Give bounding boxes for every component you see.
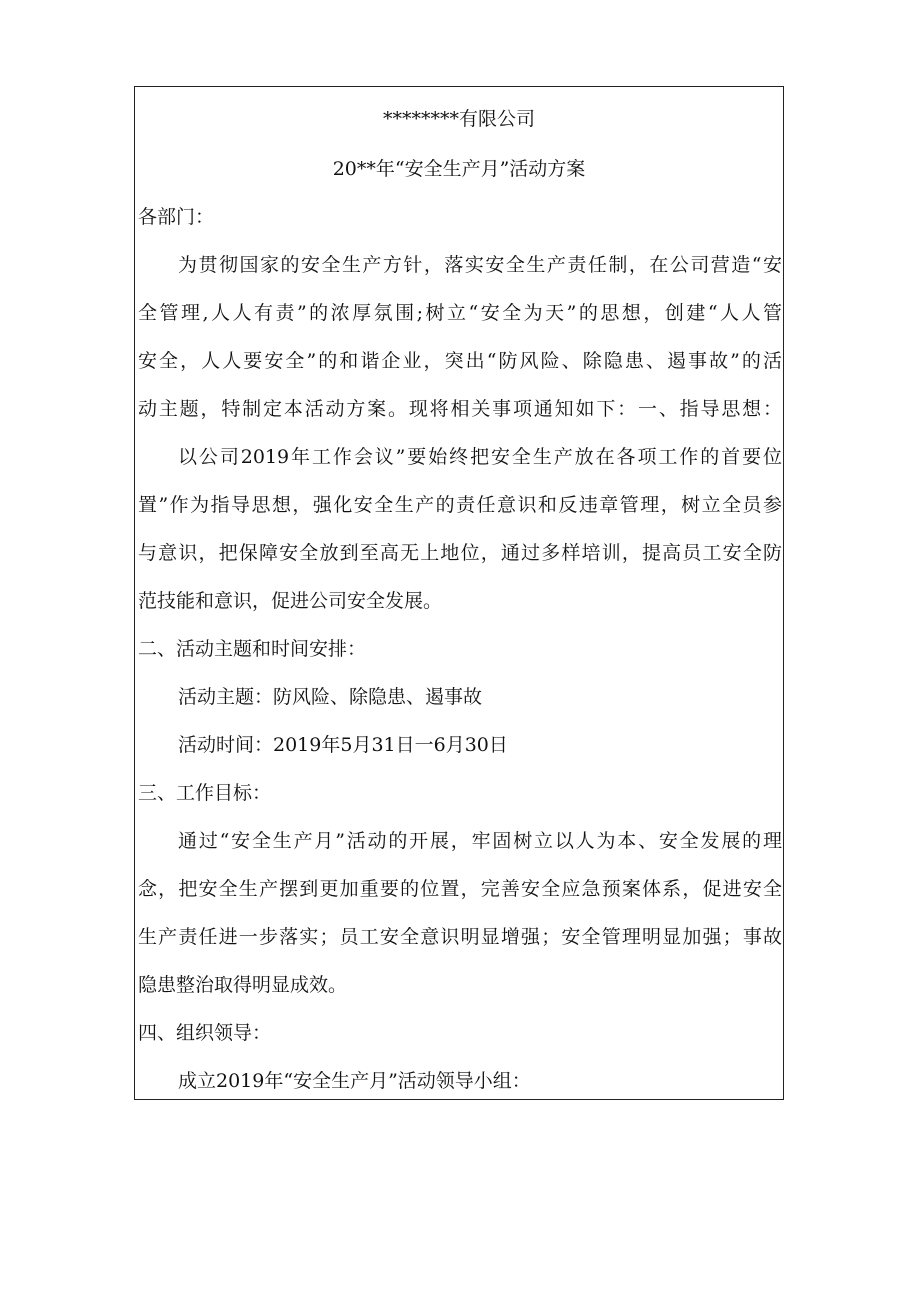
company-name: ********有限公司	[382, 108, 535, 130]
goal-line: 通过“安全生产月”活动的开展，牢固树立以人为本、安全发展的理	[178, 830, 782, 852]
document-title: 20**年“安全生产月”活动方案	[332, 158, 586, 180]
intro-line: 为贯彻国家的安全生产方针，落实安全生产责任制，在公司营造“安	[178, 254, 782, 276]
section-heading: 二、活动主题和时间安排：	[138, 638, 367, 660]
salutation: 各部门：	[138, 206, 215, 228]
guiding-line: 置”作为指导思想，强化安全生产的责任意识和反违章管理，树立全员参	[138, 494, 782, 516]
leadership-line: 成立2019年“安全生产月”活动领导小组：	[178, 1070, 531, 1092]
goal-line: 念，把安全生产摆到更加重要的位置，完善安全应急预案体系，促进安全	[138, 878, 782, 900]
guiding-line: 范技能和意识，促进公司安全发展。	[138, 590, 443, 612]
guiding-line: 以公司2019年工作会议”要始终把安全生产放在各项工作的首要位	[178, 446, 782, 468]
intro-line: 动主题，特制定本活动方案。现将相关事项通知如下：一、指导思想：	[138, 398, 782, 420]
goal-line: 生产责任进一步落实；员工安全意识明显增强；安全管理明显加强；事故	[138, 926, 782, 948]
section-heading: 三、工作目标：	[138, 782, 272, 804]
intro-line: 全管理,人人有责”的浓厚氛围;树立“安全为天”的思想，创建“人人管	[138, 302, 782, 324]
time-line: 活动时间：2019年5月31日一6月30日	[178, 734, 508, 756]
goal-line: 隐患整治取得明显成效。	[138, 974, 348, 996]
intro-line: 安全，人人要安全”的和谐企业，突出“防风险、除隐患、遏事故”的活	[138, 350, 782, 372]
theme-line: 活动主题：防风险、除隐患、遏事故	[178, 686, 483, 708]
guiding-line: 与意识，把保障安全放到至高无上地位，通过多样培训，提高员工安全防	[138, 542, 782, 564]
section-heading: 四、组织领导：	[138, 1022, 272, 1044]
